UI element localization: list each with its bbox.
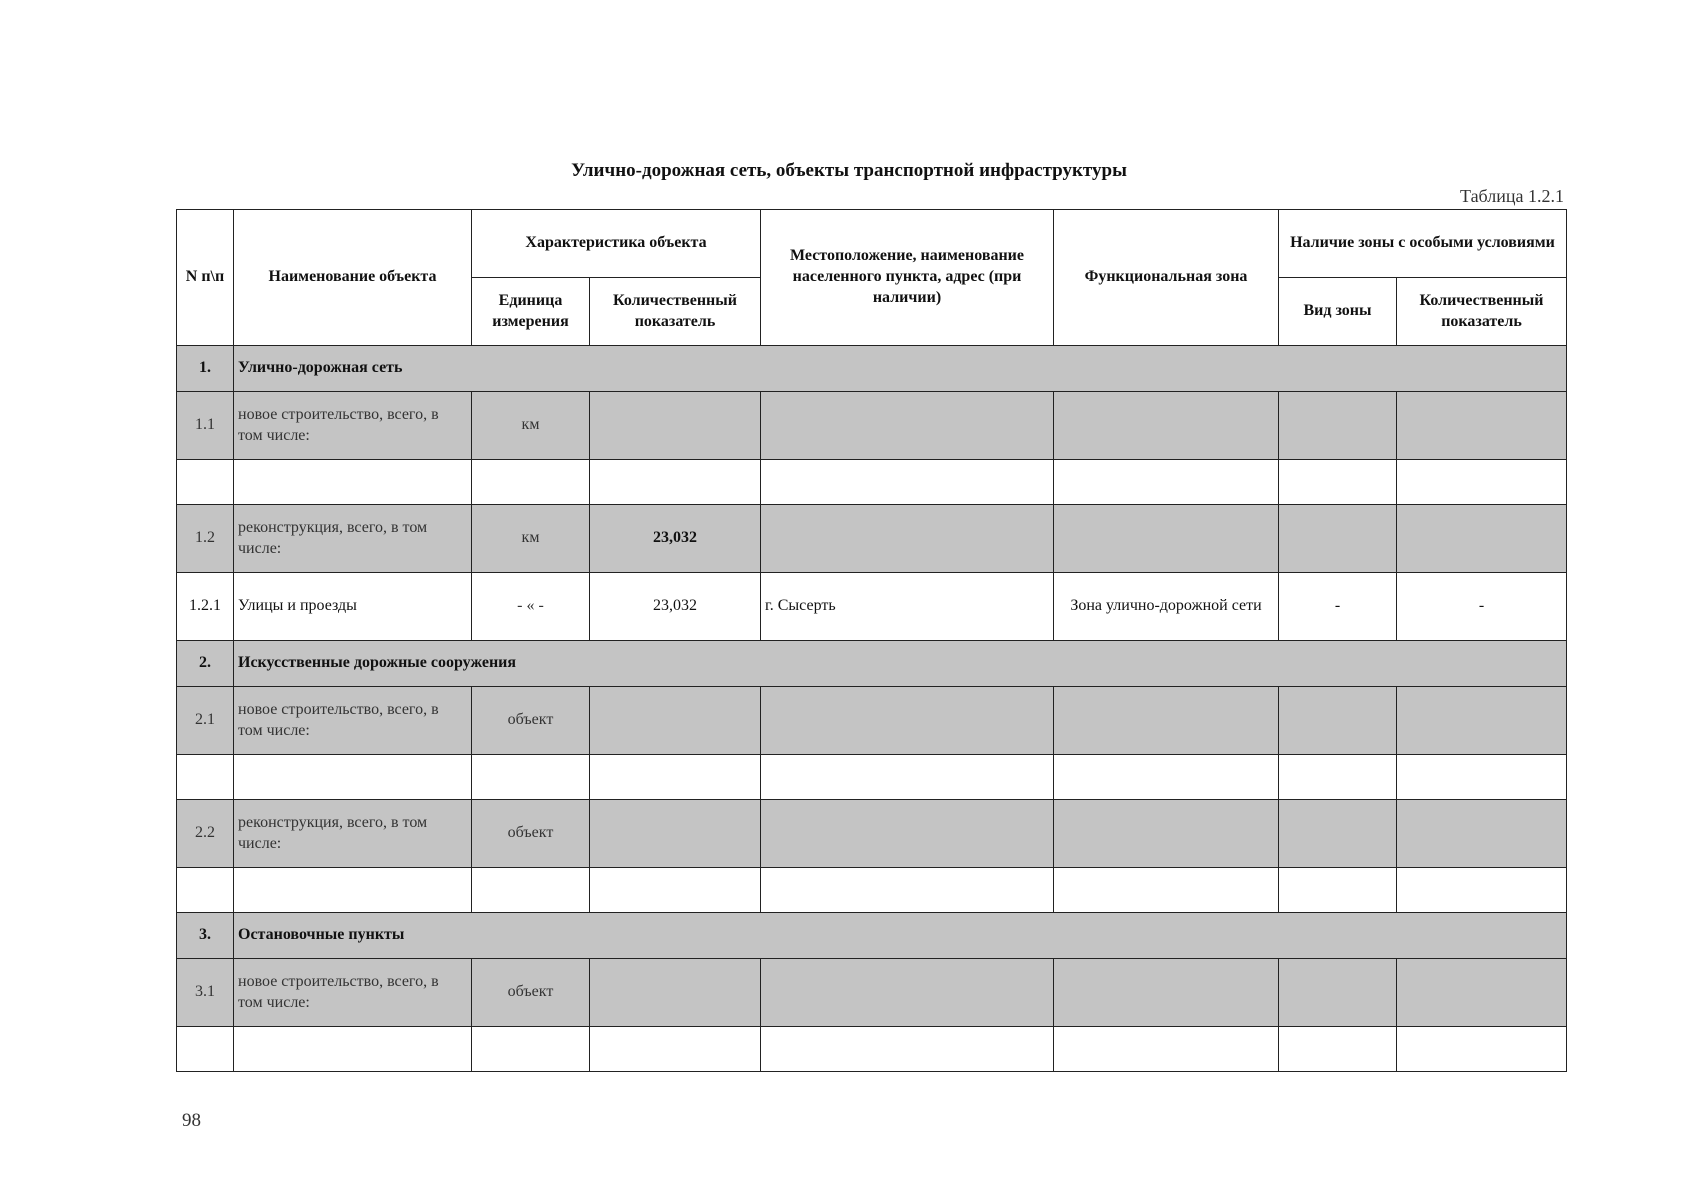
table-row <box>177 687 1567 755</box>
section-name: Улично-дорожная сеть <box>234 346 1567 392</box>
blank-cell <box>761 868 1054 913</box>
row-functional-zone <box>1054 687 1279 755</box>
blank-cell <box>472 460 590 505</box>
blank-cell <box>472 1027 590 1072</box>
section-name: Искусственные дорожные сооружения <box>234 641 1567 687</box>
row-num: 1.2 <box>177 505 234 573</box>
row-location <box>761 800 1054 868</box>
header-special-zone: Наличие зоны с особыми условиями <box>1279 210 1567 278</box>
blank-cell <box>590 460 761 505</box>
table-row <box>177 505 1567 573</box>
blank-cell <box>761 1027 1054 1072</box>
blank-cell <box>1279 1027 1397 1072</box>
row-location: г. Сысерть <box>761 573 1054 641</box>
row-quantity <box>590 800 761 868</box>
table-row <box>177 573 1567 641</box>
blank-cell <box>761 755 1054 800</box>
header-zone-quantity: Количественный показатель <box>1397 278 1567 346</box>
header-location: Местоположение, наименование населенного пункта, адрес (при наличии) <box>761 210 1054 346</box>
header-num: N п\п <box>177 210 234 346</box>
row-name: новое строительство, всего, в том числе: <box>234 959 472 1027</box>
table-number: Таблица 1.2.1 <box>1460 186 1564 206</box>
row-zone-type <box>1279 687 1397 755</box>
row-unit: объект <box>472 800 590 868</box>
blank-cell <box>234 1027 472 1072</box>
row-functional-zone <box>1054 505 1279 573</box>
blank-cell <box>1054 1027 1279 1072</box>
row-unit: объект <box>472 959 590 1027</box>
row-zone-quantity <box>1397 392 1567 460</box>
row-location <box>761 505 1054 573</box>
section-row <box>177 641 1567 687</box>
section-row <box>177 913 1567 959</box>
blank-cell <box>177 868 234 913</box>
blank-cell <box>234 755 472 800</box>
blank-cell <box>1279 755 1397 800</box>
row-zone-type: - <box>1279 573 1397 641</box>
row-num: 2.1 <box>177 687 234 755</box>
blank-row <box>177 460 1567 505</box>
row-zone-type <box>1279 800 1397 868</box>
blank-cell <box>1397 460 1567 505</box>
blank-cell <box>590 755 761 800</box>
blank-cell <box>590 1027 761 1072</box>
row-num: 1.2.1 <box>177 573 234 641</box>
row-quantity: 23,032 <box>590 505 761 573</box>
header-zone-type: Вид зоны <box>1279 278 1397 346</box>
blank-cell <box>177 460 234 505</box>
section-name: Остановочные пункты <box>234 913 1567 959</box>
blank-cell <box>234 460 472 505</box>
row-zone-quantity: - <box>1397 573 1567 641</box>
blank-cell <box>1054 755 1279 800</box>
header-quantity: Количественный показатель <box>590 278 761 346</box>
row-unit: км <box>472 392 590 460</box>
header-unit: Единица измерения <box>472 278 590 346</box>
table-row <box>177 800 1567 868</box>
blank-row <box>177 868 1567 913</box>
page-number: 98 <box>182 1110 201 1131</box>
row-zone-type <box>1279 392 1397 460</box>
section-row <box>177 346 1567 392</box>
row-zone-quantity <box>1397 959 1567 1027</box>
row-location <box>761 687 1054 755</box>
row-name: новое строительство, всего, в том числе: <box>234 392 472 460</box>
header-row-1 <box>177 210 1567 278</box>
blank-cell <box>177 755 234 800</box>
table-row <box>177 392 1567 460</box>
blank-cell <box>1397 755 1567 800</box>
row-zone-type <box>1279 505 1397 573</box>
header-name: Наименование объекта <box>234 210 472 346</box>
row-zone-quantity <box>1397 687 1567 755</box>
row-functional-zone: Зона улично-дорожной сети <box>1054 573 1279 641</box>
row-quantity <box>590 959 761 1027</box>
blank-cell <box>234 868 472 913</box>
table-row <box>177 959 1567 1027</box>
section-num: 1. <box>177 346 234 392</box>
row-functional-zone <box>1054 959 1279 1027</box>
row-num: 1.1 <box>177 392 234 460</box>
row-unit: км <box>472 505 590 573</box>
blank-cell <box>177 1027 234 1072</box>
row-location <box>761 392 1054 460</box>
blank-row <box>177 1027 1567 1072</box>
blank-row <box>177 755 1567 800</box>
row-quantity <box>590 392 761 460</box>
blank-cell <box>1397 868 1567 913</box>
row-quantity <box>590 687 761 755</box>
section-num: 3. <box>177 913 234 959</box>
blank-cell <box>472 755 590 800</box>
row-functional-zone <box>1054 800 1279 868</box>
blank-cell <box>1054 460 1279 505</box>
header-characteristics: Характеристика объекта <box>472 210 761 278</box>
row-quantity: 23,032 <box>590 573 761 641</box>
section-num: 2. <box>177 641 234 687</box>
blank-cell <box>590 868 761 913</box>
header-functional-zone: Функциональная зона <box>1054 210 1279 346</box>
row-num: 3.1 <box>177 959 234 1027</box>
row-zone-quantity <box>1397 505 1567 573</box>
row-zone-type <box>1279 959 1397 1027</box>
row-name: реконструкция, всего, в том числе: <box>234 505 472 573</box>
infrastructure-table <box>176 209 1567 1072</box>
row-location <box>761 959 1054 1027</box>
row-name: Улицы и проезды <box>234 573 472 641</box>
row-name: новое строительство, всего, в том числе: <box>234 687 472 755</box>
blank-cell <box>1397 1027 1567 1072</box>
row-zone-quantity <box>1397 800 1567 868</box>
blank-cell <box>761 460 1054 505</box>
blank-cell <box>1054 868 1279 913</box>
blank-cell <box>1279 460 1397 505</box>
blank-cell <box>1279 868 1397 913</box>
row-unit: - « - <box>472 573 590 641</box>
row-name: реконструкция, всего, в том числе: <box>234 800 472 868</box>
row-num: 2.2 <box>177 800 234 868</box>
blank-cell <box>472 868 590 913</box>
document-title: Улично-дорожная сеть, объекты транспортной инфраструктуры <box>571 160 1127 181</box>
row-unit: объект <box>472 687 590 755</box>
row-functional-zone <box>1054 392 1279 460</box>
